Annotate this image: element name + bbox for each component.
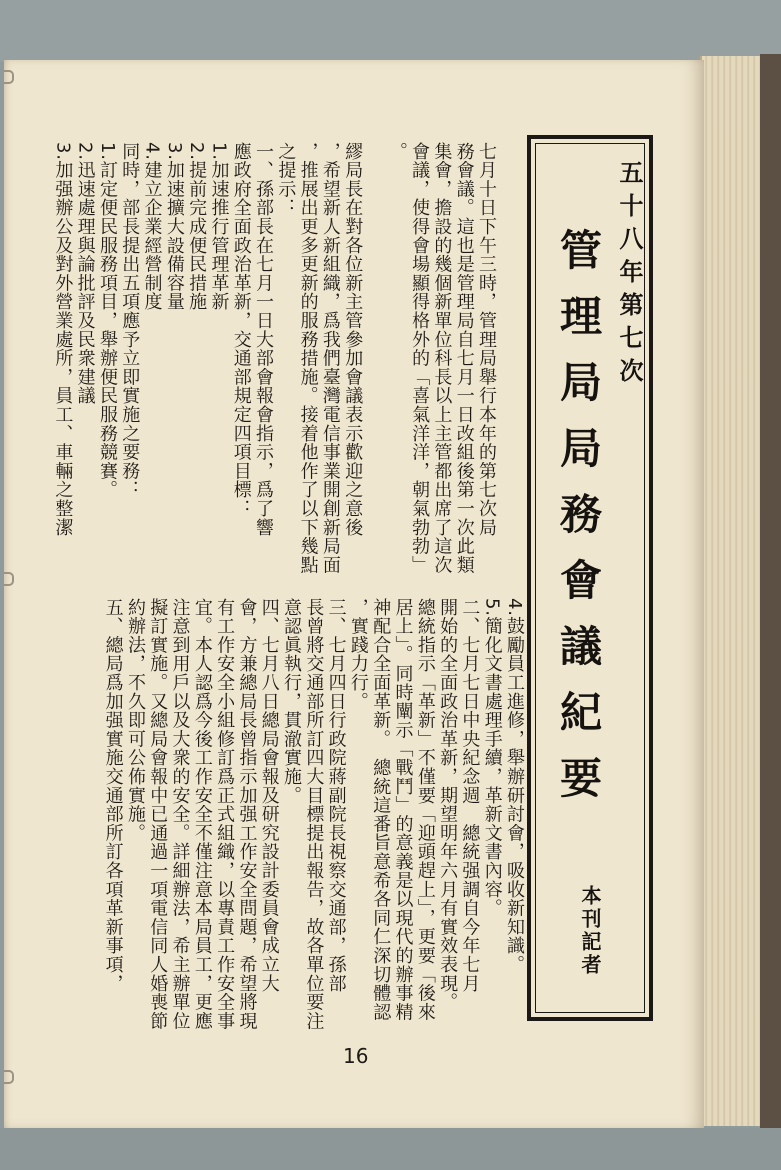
text-line: 2.提前完成便民措施 (186, 142, 208, 312)
text-line: 七月十日下午三時，管理局舉行本年的第七次局 (476, 142, 497, 537)
book-spine (760, 54, 781, 1134)
text-line: ，實踐力行。 (347, 598, 369, 711)
text-line: 開始的全面政治革新，期望明年六月有實效表現。 (437, 598, 459, 1012)
text-line: 約辦法，不久即可公佈實施。 (124, 598, 146, 843)
text-line: 2.迅速處理與論批評及民衆建議 (74, 142, 96, 406)
text-line: 3.加强辦公及對外營業處所，員工、車輛之整潔 (52, 142, 74, 537)
text-line: ，推展出更多更新的服務措施。接着他作了以下幾點 (297, 142, 319, 575)
text-line: 長曾將交通部所訂四大目標提出報告，故各單位要注 (303, 598, 325, 1031)
article-byline: 本刊記者 (578, 885, 602, 977)
text-line: 二、七月七日中央紀念週 總統强調自今年七月 (459, 598, 481, 993)
text-line: 5.簡化文書處理手續，革新文書內容。 (481, 598, 503, 918)
text-line: 應政府全面政治革新，交通部規定四項目標： (230, 142, 252, 518)
text-line: 務會議。這也是管理局自七月一日改組後第一次此類 (453, 142, 475, 575)
text-line: 1.加速推行管理革新 (208, 142, 230, 312)
article-subtitle: 五十八年第七次 (615, 160, 643, 391)
text-line: 五、總局爲加强實施交通部所訂各項革新事項， (102, 598, 124, 993)
text-line: 3.加速擴大設備容量 (163, 142, 185, 312)
background-top (0, 0, 781, 62)
text-line (363, 142, 385, 562)
text-line: 集會，擔設的幾個新單位科長以上主管都出席了這次 (431, 142, 453, 575)
page-number: 16 (343, 1044, 369, 1068)
text-line: 之提示： (275, 142, 297, 218)
top-text-block (51, 142, 497, 575)
text-line: 擬訂實施。又總局會報中已通過一項電信同人婚喪節 (147, 598, 169, 1031)
text-line: 4.建立企業經營制度 (141, 142, 163, 312)
text-line: 繆局長在對各位新主管參加會議表示歡迎之意後 (342, 142, 364, 537)
bottom-text-block (101, 598, 525, 1031)
text-line: 四、七月八日總局會報及研究設計委員會成立大 (258, 598, 280, 993)
text-line: 。 (386, 142, 408, 161)
text-line: 一、孫部長在七月一日大部會報會指示，爲了響 (253, 142, 275, 537)
text-line: 總統指示「革新」不僅要「迎頭趕上」，更要「後來 (414, 598, 436, 1022)
staple-hole (4, 70, 14, 84)
text-line: 意認眞執行，貫澈實施。 (281, 598, 303, 805)
text-line: 4.鼓勵員工進修，舉辦研討會，吸收新知識。 (504, 598, 525, 974)
staple-hole (4, 1070, 14, 1084)
staple-hole (4, 572, 14, 586)
text-line: ，希望新人新組織，爲我們臺灣電信事業開創新局面 (319, 142, 341, 575)
article-title: 管理局局務會議紀要 (554, 228, 603, 822)
text-line: 會，方兼總局長曾指示加强工作安全問題，希望將現 (236, 598, 258, 1031)
text-line: 居上」。同時闡示「戰鬥」的意義是以現代的辦事精 (392, 598, 414, 1022)
text-line: 1.訂定便民服務項目，舉辦便民服務競賽。 (96, 142, 118, 500)
text-line: 宜。本人認爲今後工作安全不僅注意本局員工，更應 (191, 598, 213, 1031)
background-bottom (0, 1128, 781, 1170)
text-line: 有工作安全小組修訂爲正式組織，以專責工作安全事 (214, 598, 236, 1031)
text-line: 三、七月四日行政院蔣副院長視察交通部，孫部 (325, 598, 347, 993)
text-line: 注意到用戶以及大衆的安全。詳細辦法，希主辦單位 (169, 598, 191, 1031)
text-line: 同時，部長提出五項應予立即實施之要務： (119, 142, 141, 500)
text-line: 神配合全面革新。 總統這番旨意希各同仁深切體認 (370, 598, 392, 1022)
text-line: 會議，使得會場顯得格外的「喜氣洋洋，朝氣勃勃」 (409, 142, 431, 575)
